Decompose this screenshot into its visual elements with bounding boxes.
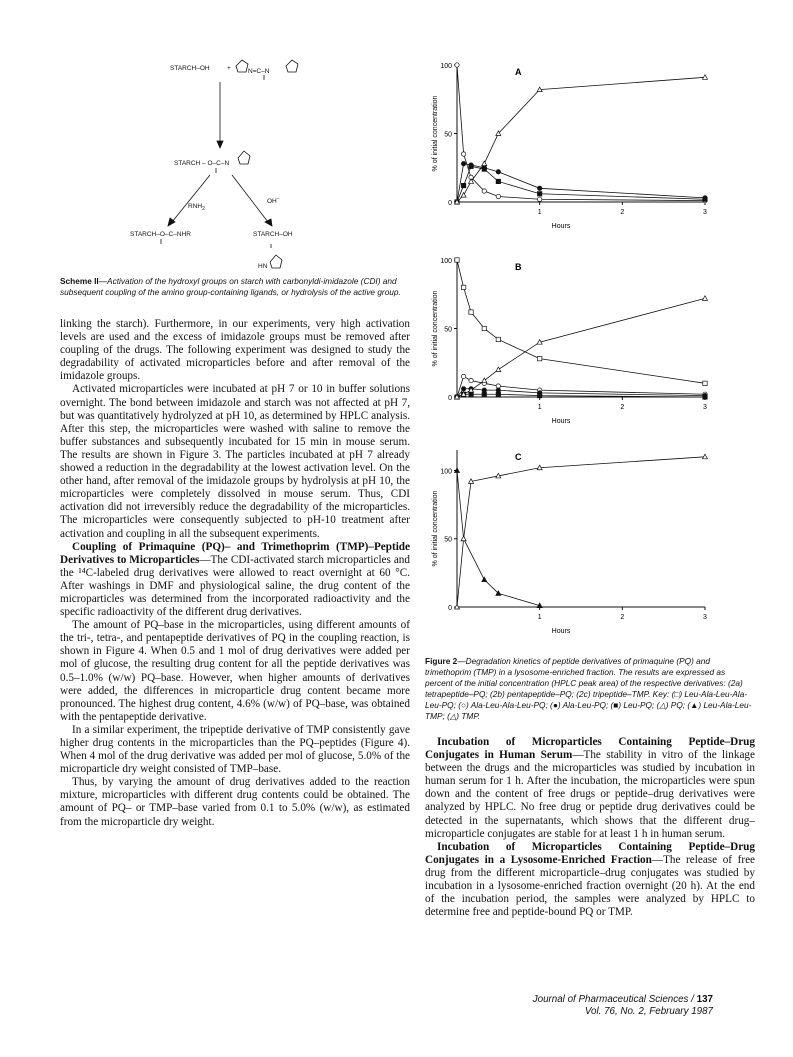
x-tick-label: 1 [537, 404, 542, 411]
data-point [461, 536, 466, 541]
scheme-imidazole: HN [258, 263, 268, 270]
data-point [496, 194, 500, 198]
series-line [457, 470, 540, 605]
y-axis-label: % of initial concentration [432, 290, 439, 367]
x-axis-label: Hours [551, 628, 571, 635]
data-point [703, 395, 707, 399]
scheme-starch-oh: STARCH–OH [170, 65, 210, 72]
panel-label: A [515, 67, 522, 77]
data-point [461, 285, 465, 289]
data-point [496, 367, 501, 372]
scheme-rnh2: $RNH_2$ [188, 203, 205, 212]
left-body-text [60, 318, 410, 829]
imidazole-ring-2 [286, 60, 298, 72]
data-point [482, 161, 487, 166]
y-tick-label: 0 [448, 395, 452, 402]
data-point [537, 192, 541, 196]
x-tick-label: 2 [620, 209, 625, 216]
data-point [496, 179, 500, 183]
data-point [703, 454, 708, 459]
chart-a-svg [425, 55, 725, 240]
series-line [457, 457, 705, 607]
left-paragraph-4: The amount of PQ–base in the microparticles, using different amounts of the tri-, tetra-, and pentapeptide derivatives of PQ in the coupling reaction, is shown in Figure 4. When 0.5 and 1 mol of drug derivatives were added per mol of glucose, the resulting drug content for all the peptide derivatives was 0.5–1.0% (w/w) PQ–base. However, when higher amounts of derivatives were added, the differences in microparticle drug content became more pronounced. The highest drug content, 4.6% (w/w) of PQ–base, was obtained with the pentapeptide derivative. [60, 619, 410, 723]
imidazole-ring-3 [238, 151, 250, 164]
data-point [469, 392, 473, 396]
y-tick-label: 100 [440, 63, 452, 70]
y-axis-label: % of initial concentration [432, 490, 439, 567]
scheme-svg [60, 40, 410, 270]
data-point [482, 189, 486, 193]
scheme-activated: STARCH – O–C–N [174, 160, 230, 167]
x-axis-label: Hours [551, 223, 571, 230]
scheme-caption [60, 276, 410, 298]
series-line [457, 164, 705, 202]
x-tick-label: 2 [620, 614, 625, 621]
right-column [425, 656, 755, 919]
panel-label: B [515, 262, 522, 272]
y-axis-label: % of initial concentration [432, 95, 439, 172]
data-point [461, 152, 465, 156]
scheme-cdi: N=C–N [248, 68, 270, 75]
data-point [461, 193, 466, 198]
x-tick-label: 3 [703, 404, 707, 411]
y-tick-label: 100 [440, 258, 452, 265]
data-point [455, 63, 459, 67]
arrow-coupling [172, 175, 210, 222]
data-point [461, 161, 465, 165]
data-point [496, 392, 500, 396]
data-point [469, 310, 473, 314]
y-tick-label: 0 [448, 200, 452, 207]
data-point [482, 378, 487, 383]
data-point [461, 374, 465, 378]
data-point [469, 378, 473, 382]
x-tick-label: 2 [620, 404, 625, 411]
data-point [461, 387, 465, 391]
data-point [537, 393, 541, 397]
left-column [60, 40, 410, 829]
figure-panel-c [425, 440, 725, 650]
page-number: 137 [696, 994, 713, 1005]
scheme-caption-text: —Activation of the hydroxyl groups on starch with carbonyldi-imidazole (CDI) and subsequent coupling of the amino group-containing ligands, or hydrolysis of the active group. [60, 276, 401, 297]
arrow-hydrolysis [232, 175, 268, 222]
x-tick-label: 1 [537, 614, 542, 621]
figure-caption-text: —Degradation kinetics of peptide derivatives of primaquine (PQ) and trimethoprim (TMP) in a lysosome-enriched fraction. The results are expressed as percent of the initial concentration (HPLC peak area) of the respective derivatives: (2a) tetrapeptide–PQ; (2b) pentapeptide–PQ; (2c) tripeptide–TMP. Key: (□) Leu-Ala-Leu-Ala-Leu-PQ; (○) Ala-Leu-Ala-Leu-PQ; (●) Ala-Leu-PQ; (■) Leu-PQ; (△) PQ; (▲) Leu-Ala-Leu-TMP; (△) TMP. [425, 656, 752, 721]
panel-label: C [515, 452, 522, 462]
scheme-product-left: STARCH–O–C–NHR [130, 231, 191, 238]
footer-journal-line: Journal of Pharmaceutical Sciences / 137 [532, 994, 713, 1005]
right-body-text [425, 736, 755, 919]
data-point [496, 170, 500, 174]
y-tick-label: 100 [440, 468, 452, 476]
scheme-caption-label: Scheme II [60, 276, 99, 286]
data-point [537, 186, 541, 190]
series-line [457, 298, 705, 397]
coupling-heading: Coupling of Primaquine (PQ)– and Trimethoprim (TMP)–Peptide Derivatives to Microparticles [60, 540, 410, 566]
data-point [537, 356, 541, 360]
page-footer [533, 994, 713, 1018]
data-point [703, 381, 707, 385]
data-point [482, 392, 486, 396]
imidazole-ring-4 [270, 255, 282, 268]
data-point [496, 388, 500, 392]
figure-panel-b [425, 250, 725, 440]
left-paragraph-6: Thus, by varying the amount of drug derivatives added to the reaction mixture, microparticles with different drug contents could be obtained. The amount of PQ– or TMP–base varied from 0.1 to 5.0% (w/w), as estimated from the microparticle dry weight. [60, 776, 410, 828]
series-line [457, 166, 705, 202]
data-point [496, 337, 500, 341]
x-axis-label: Hours [551, 418, 571, 425]
scheme-diagram [60, 40, 410, 270]
scheme-plus: + [227, 65, 231, 72]
scheme-product-right: STARCH–OH [253, 231, 293, 238]
data-point [461, 183, 465, 187]
scheme-oh: OH− [267, 196, 280, 205]
data-point [482, 326, 486, 330]
data-point [537, 197, 541, 201]
y-tick-label: 50 [444, 131, 452, 139]
x-tick-label: 3 [703, 209, 707, 216]
chart-c-svg [425, 440, 725, 645]
data-point [455, 258, 459, 262]
figure-caption [425, 656, 755, 722]
data-point [703, 197, 707, 201]
y-tick-label: 0 [448, 605, 452, 612]
series-line [457, 77, 705, 202]
right-paragraph-2: Incubation of Microparticles Containing Peptide–Drug Conjugates in a Lysosome-Enriched Fraction—The release of free drug from the different microparticle–drug conjugates was studied by incubation in a lysosome-enriched fraction overnight (20 h). At the end of the incubation period, the samples were analyzed by HPLC to determine free and peptide-bound PQ or TMP. [425, 840, 755, 919]
left-paragraph-1: linking the starch). Furthermore, in our experiments, very high activation levels are used and the excess of imidazole groups must be removed after coupling of the drugs. The following experiment was designed to study the degradability of activated microparticles before and after removal of the imidazole groups. [60, 318, 410, 383]
data-point [469, 164, 473, 168]
data-point [703, 296, 708, 301]
series-line [457, 260, 705, 383]
data-point [482, 167, 486, 171]
imidazole-ring-1 [236, 60, 248, 72]
data-point [703, 75, 708, 80]
figure-panel-a [425, 55, 725, 245]
y-tick-label: 50 [444, 536, 452, 544]
right-paragraph-1: Incubation of Microparticles Containing Peptide–Drug Conjugates in Human Serum—The stability in vitro of the linkage between the drugs and the microparticles was studied by incubation in human serum for 1 h. After the incubation, the microparticles were spun down and the content of free drugs or peptide–drug derivatives were analyzed by HPLC. No free drug or peptide drug derivatives could be detected in the supernatants, which shows that the different drug–microparticle conjugates are stable for at least 1 h in human serum. [425, 736, 755, 840]
left-paragraph-5: In a similar experiment, the tripeptide derivative of TMP consistently gave higher drug contents in the microparticles than the PQ–peptides (Figure 4). When 4 mol of the drug derivative was added per mol of glucose, 5.0% of the microparticle dry weight consisted of TMP–base. [60, 723, 410, 776]
lysosome-heading: Incubation of Microparticles Containing Peptide–Drug Conjugates in a Lysosome-Enriched Fraction [425, 840, 755, 866]
data-point [482, 577, 487, 582]
footer-issue: Vol. 76, No. 2, February 1987 [584, 1006, 713, 1017]
x-tick-label: 3 [703, 614, 707, 621]
serum-heading: Incubation of Microparticles Containing Peptide–Drug Conjugates in Human Serum [425, 736, 755, 762]
data-point [496, 384, 500, 388]
x-tick-label: 1 [537, 209, 542, 216]
chart-b-svg [425, 250, 725, 435]
y-tick-label: 50 [444, 326, 452, 334]
figure-caption-label: Figure 2 [425, 656, 458, 666]
left-paragraph-3: Coupling of Primaquine (PQ)– and Trimethoprim (TMP)–Peptide Derivatives to Microparticles—The CDI-activated starch microparticles and the ¹⁴C-labeled drug derivatives were allowed to react overnight at 60 °C. After washings in DMF and physiological saline, the drug content of the microparticles was determined from the incorporated radioactivity and the specific radioactivity of the different drug derivatives. [60, 540, 410, 619]
left-paragraph-2: Activated microparticles were incubated at pH 7 or 10 in buffer solutions overnight. The bond between imidazole and starch was not affected at pH 7, but was quantitatively hydrolyzed at pH 10, as determined by HPLC analysis. After this step, the microparticles were washed with saline to remove the buffer substances and subsequently incubated for 15 min in mouse serum. The results are shown in Figure 3. The particles incubated at pH 7 already showed a reduction in the degradability at the lowest activation level. On the other hand, after removal of the imidazole groups by hydrolysis at pH 10, the microparticles were completely dissolved in mouse serum. Thus, CDI activation did not irreversibly reduce the degradability of the microparticles. The microparticles were consequently subjected to pH-10 treatment after activation and coupling in all the subsequent experiments. [60, 383, 410, 540]
series-line [457, 65, 705, 201]
data-point [482, 388, 486, 392]
